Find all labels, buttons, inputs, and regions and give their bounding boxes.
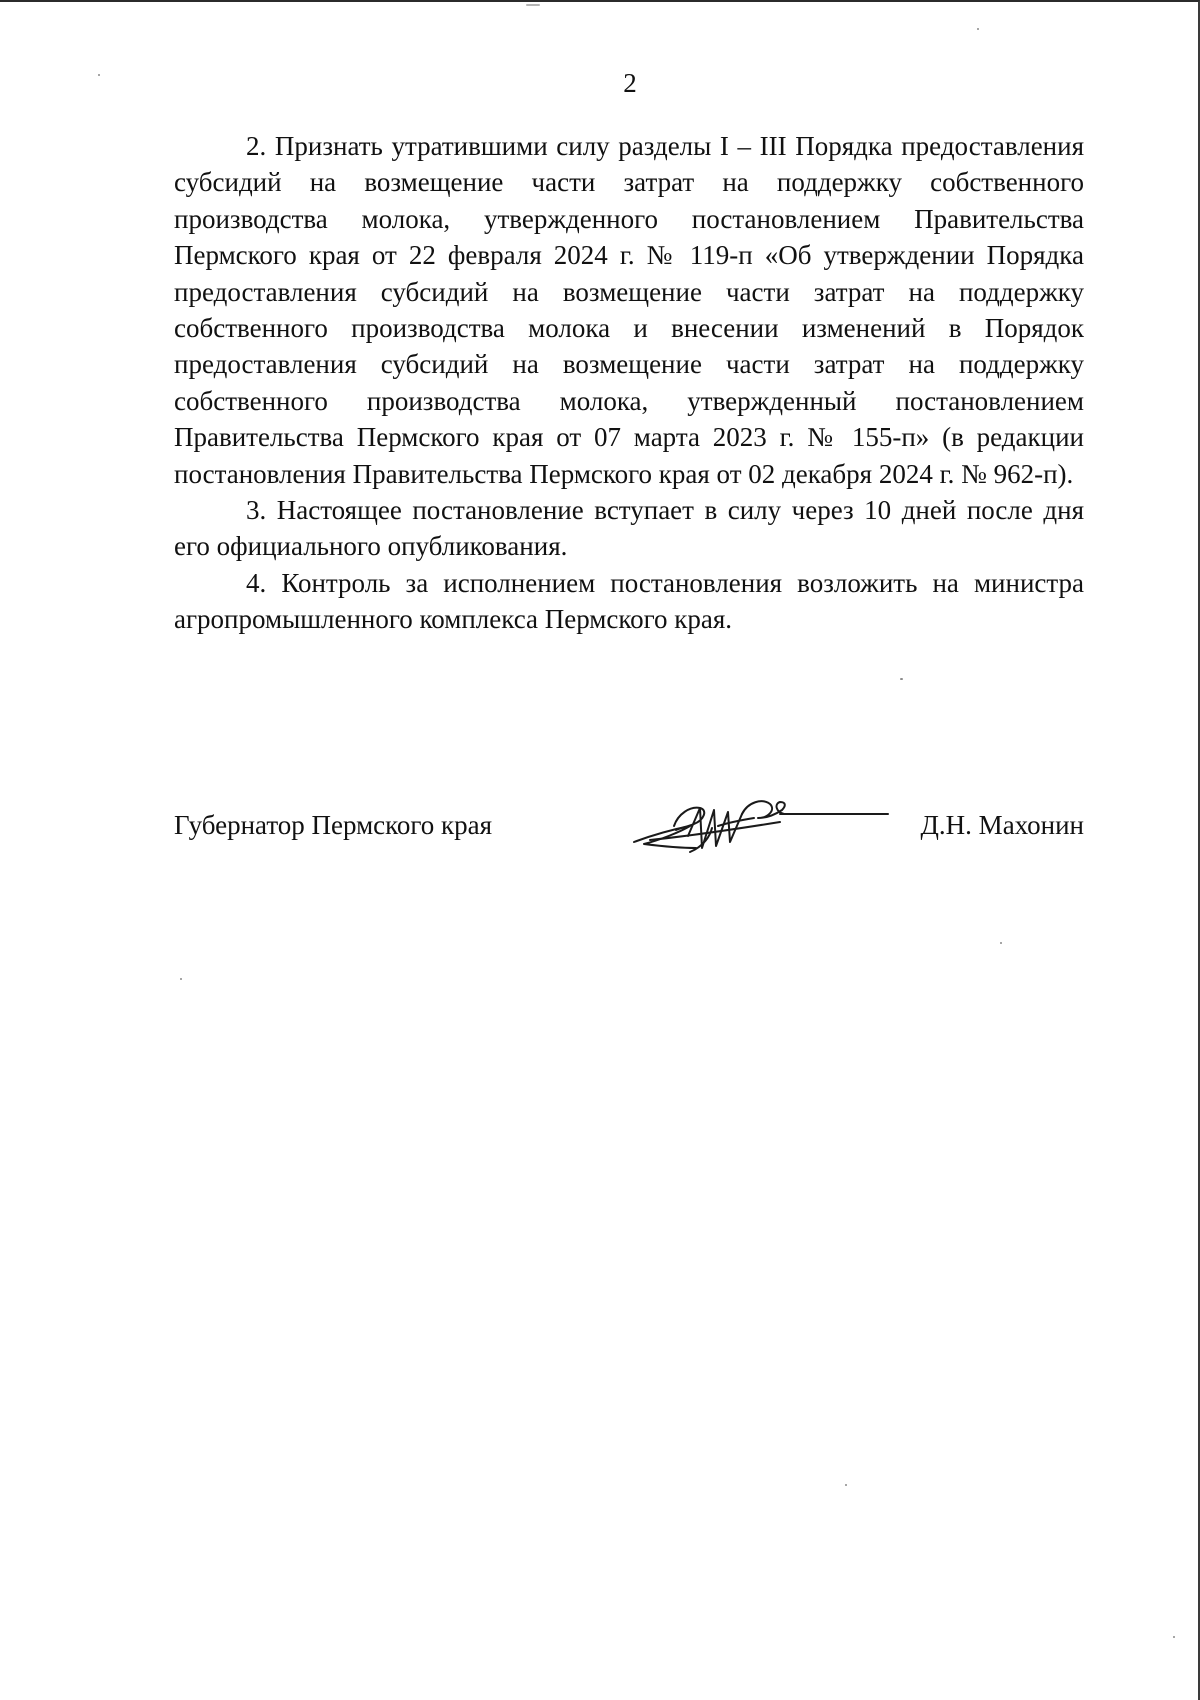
scan-speck <box>900 678 903 680</box>
paragraph-3: 3. Настоящее постановление вступает в силу через 10 дней после дня его официального опубликования. <box>174 495 1084 562</box>
handwritten-signature <box>630 796 890 866</box>
scan-speck <box>526 4 540 6</box>
scan-speck <box>977 28 979 30</box>
signature-block <box>174 810 1084 870</box>
scan-speck <box>98 74 100 76</box>
paragraph-4: 4. Контроль за исполнением постановления возложить на министра агропромышленного комплекса Пермского края. <box>174 567 1084 635</box>
document-body <box>174 128 1084 638</box>
scan-speck <box>1173 1636 1175 1638</box>
paragraph-2: 2. Признать утратившими силу разделы I – III Порядка предоставления субсидий на возмещение части затрат на поддержку собственного производства молока, утвержденного постановлением Правительства Пермского края от 22 февраля 2024 г. № 119-п «Об утверждении Порядка предоставления субсидий на возмещение части затрат на поддержку собственного производства молока и внесении изменений в Порядок предоставления субсидий на возмещение части затрат на поддержку собственного производства молока, утвержденный постановлением Правительства Пермского края от 07 марта 2023 г. № 155-п» (в редакции постановления Правительства Пермского края от 02 декабря 2024 г. № 962-п). <box>174 131 1084 489</box>
page-number: 2 <box>623 68 637 98</box>
signer-title: Губернатор Пермского края <box>174 810 493 840</box>
scan-speck <box>845 1484 847 1486</box>
scan-speck <box>1000 942 1002 944</box>
scan-speck <box>180 978 182 980</box>
signer-name: Д.Н. Махонин <box>920 810 1084 840</box>
